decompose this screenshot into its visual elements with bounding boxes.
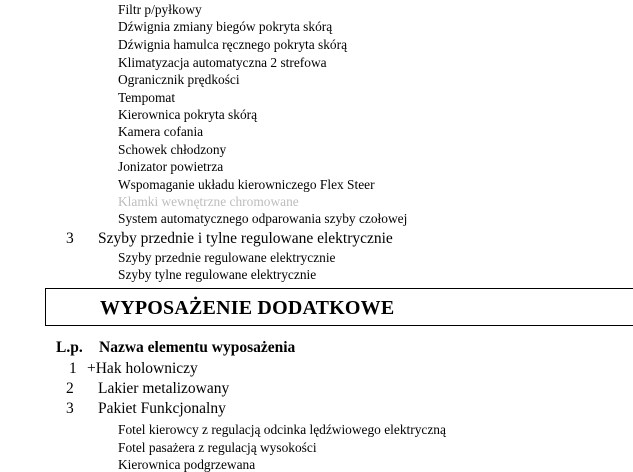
equipment-item: Szyby tylne regulowane elektrycznie (118, 267, 317, 282)
equipment-item: Tempomat (118, 90, 176, 105)
equipment-item: Dźwignia zmiany biegów pokryta skórą (118, 19, 333, 34)
equipment-item: Wspomaganie układu kierowniczego Flex Steer (118, 177, 375, 192)
group-title: Szyby przednie i tylne regulowane elektrycznie (98, 230, 393, 247)
extra-number: 1 (69, 360, 77, 377)
extra-number: 2 (66, 380, 74, 397)
equipment-item: Kamera cofania (118, 124, 204, 139)
equipment-item: Schowek chłodzony (118, 142, 227, 157)
column-header-lp: L.p. (56, 339, 83, 356)
section-heading-box (45, 288, 633, 326)
equipment-item: Szyby przednie regulowane elektrycznie (118, 250, 336, 265)
extra-name: +Hak holowniczy (87, 360, 198, 377)
extra-name: Pakiet Funkcjonalny (98, 400, 226, 417)
group-number: 3 (66, 230, 74, 247)
equipment-item: Klimatyzacja automatyczna 2 strefowa (118, 55, 327, 70)
equipment-item: System automatycznego odparowania szyby czołowej (118, 211, 408, 226)
equipment-item: Filtr p/pyłkowy (118, 2, 202, 17)
extra-number: 3 (66, 400, 74, 417)
equipment-item: Dźwignia hamulca ręcznego pokryta skórą (118, 37, 348, 52)
pakiet-item: Fotel kierowcy z regulacją odcinka lędźwiowego elektryczną (118, 422, 446, 437)
pakiet-item: Fotel pasażera z regulacją wysokości (118, 440, 317, 455)
equipment-item: Jonizator powietrza (118, 159, 224, 174)
equipment-item: Kierownica pokryta skórą (118, 107, 258, 122)
extra-name: Lakier metalizowany (98, 380, 230, 397)
pakiet-item: Kierownica podgrzewana (118, 457, 256, 472)
equipment-item: Ogranicznik prędkości (118, 72, 240, 87)
section-title: WYPOSAŻENIE DODATKOWE (100, 297, 395, 319)
equipment-item-faded: Klamki wewnętrzne chromowane (118, 194, 299, 209)
column-header-name: Nazwa elementu wyposażenia (99, 339, 296, 356)
